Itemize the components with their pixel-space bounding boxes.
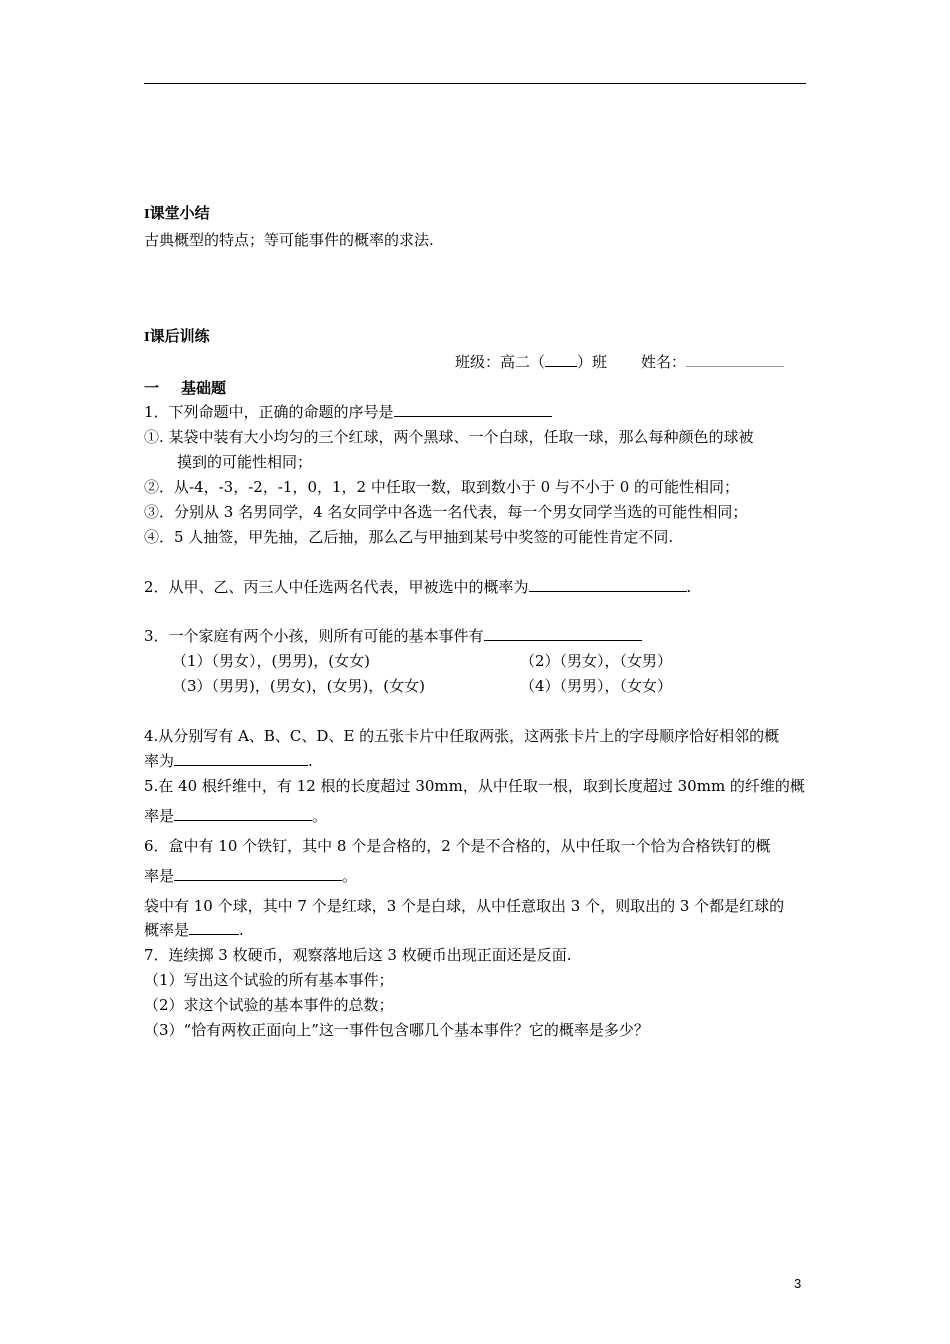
question-3-option-2: （2）（男女），（女男） [520,652,673,670]
question-4-prefix: 率为 [144,752,175,770]
bag-question-prefix: 概率是 [144,921,190,939]
question-5-prefix: 率是 [144,807,175,825]
question-7-part-1: （1）写出这个试验的所有基本事件； [144,971,394,989]
answer-blank [484,626,642,641]
bullet-marker: I [144,207,150,221]
bag-question-line-1: 袋中有 10 个球，其中 7 个是红球，3 个是白球，从中任意取出 3 个，则取出的 3 个都是红球的 [144,897,785,915]
question-5-line-1: 5.在 40 根纤维中，有 12 根的长度超过 30mm，从中任取一根，取到长度超过 30mm 的纤维的概 [144,777,805,795]
question-7-part-3: （3）“恰有两枚正面向上”这一事件包含哪几个基本事件？它的概率是多少？ [144,1021,649,1039]
summary-heading: 课堂小结 [149,204,210,222]
question-5-end: 。 [312,807,328,825]
question-4-line-2 [144,751,313,771]
question-1 [144,402,552,422]
class-blank [545,352,577,367]
question-3-option-4: （4）（男男），（女女） [520,677,673,695]
class-label: 班级：高二（ [455,353,546,371]
question-2-stem: 2．从甲、乙、丙三人中任选两名代表，甲被选中的概率为 [144,578,529,596]
question-2 [144,577,691,597]
question-6-end: 。 [342,867,358,885]
section-title: 基础题 [181,379,227,397]
summary-heading-line [144,203,210,224]
section-number: 一 [144,379,160,397]
question-4-line-1: 4.从分别写有 A、B、C、D、E 的五张卡片中任取两张，这两张卡片上的字母顺序恰好相邻的概 [144,727,780,745]
question-2-end: . [686,578,692,596]
answer-blank [189,920,239,935]
question-3-option-3: （3）（男男)，(男女)，(女男)，(女女) [172,677,426,695]
training-heading-line [144,326,210,347]
question-6-prefix: 率是 [144,867,175,885]
name-label: 姓名： [641,353,687,371]
training-heading: 课后训练 [149,327,210,345]
name-blank [686,352,784,367]
question-3-option-1: （1）（男女），(男男)，(女女) [172,652,370,670]
question-1-item-4: ④．5 人抽签，甲先抽，乙后抽，那么乙与甲抽到某号中奖签的可能性肯定不同. [144,528,674,546]
question-1-item-1-cont: 摸到的可能性相同； [177,453,313,471]
bullet-marker: I [144,330,150,344]
answer-blank [174,751,308,766]
bag-question-line-2 [144,920,244,940]
question-7-part-2: （2）求这个试验的基本事件的总数； [144,996,394,1014]
page-number: 3 [794,1276,802,1291]
question-3-stem: 3．一个家庭有两个小孩，则所有可能的基本事件有 [144,627,484,645]
question-1-item-2: ②．从-4，-3，-2，-1，0，1，2 中任取一数，取到数小于 0 与不小于 0 的可能性相同； [144,478,740,496]
answer-blank [394,402,552,417]
class-name-line [455,352,784,372]
question-1-stem: 1．下列命题中，正确的命题的序号是 [144,403,394,421]
question-3 [144,626,642,646]
header-rule [144,83,806,84]
answer-blank [529,577,687,592]
class-suffix: ）班 [577,353,608,371]
section-heading [144,378,226,398]
answer-blank [174,866,342,881]
question-5-line-2 [144,806,327,826]
summary-text: 古典概型的特点；等可能事件的概率的求法. [144,231,434,249]
question-7-stem: 7．连续掷 3 枚硬币，观察落地后这 3 枚硬币出现正面还是反面. [144,946,572,964]
question-4-end: . [308,752,313,770]
question-6-line-2 [144,866,357,886]
question-1-item-3: ③．分别从 3 名男同学，4 名女同学中各选一名代表，每一个男女同学当选的可能性相同； [144,503,748,521]
answer-blank [174,806,312,821]
question-6-line-1: 6．盒中有 10 个铁钉，其中 8 个是合格的，2 个是不合格的，从中任取一个恰为合格铁钉的概 [144,837,771,855]
bag-question-end: . [239,921,244,939]
question-1-item-1: ①. 某袋中装有大小均匀的三个红球，两个黑球、一个白球，任取一球，那么每种颜色的球被 [144,428,754,446]
